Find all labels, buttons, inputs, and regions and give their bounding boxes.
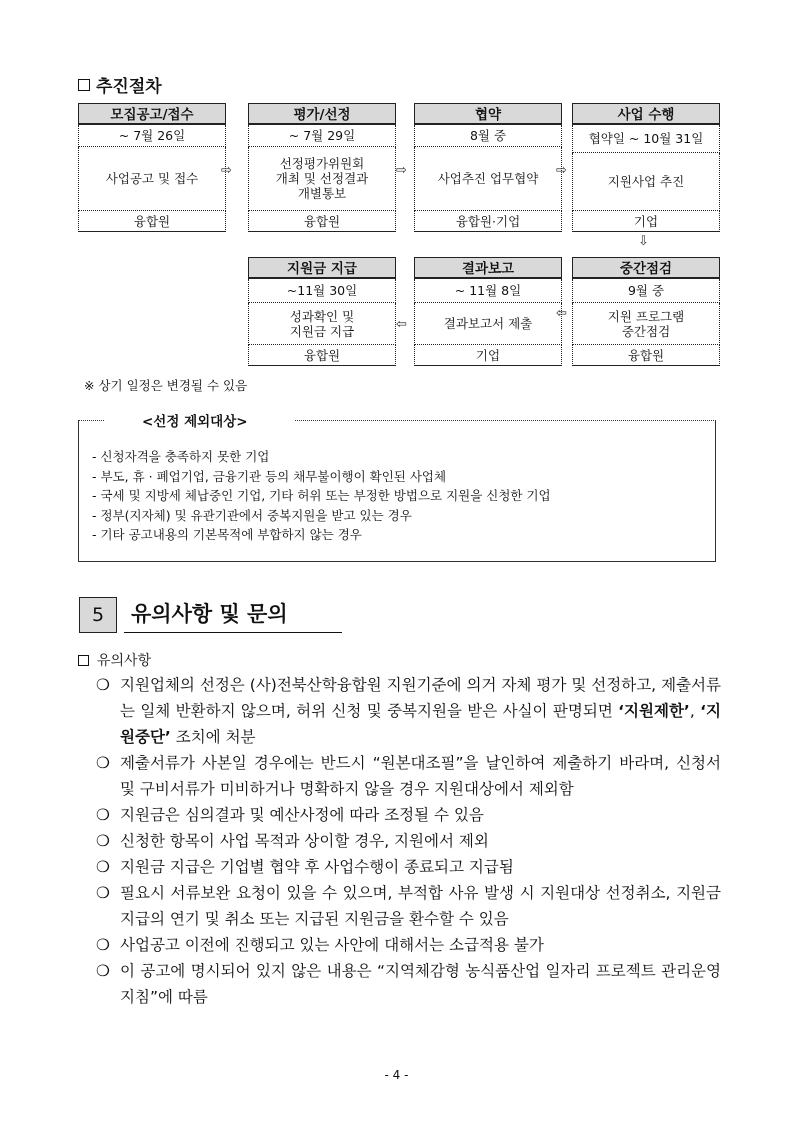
arrow-right-icon: ⇨ — [556, 163, 567, 178]
procedure-heading — [78, 72, 162, 97]
step-header: 지원금 지급 — [248, 257, 396, 279]
note-text: 사업공고 이전에 진행되고 있는 사안에 대해서는 소급적용 불가 — [120, 936, 544, 954]
notes-list — [96, 672, 721, 1010]
list-item: - 신청자격을 충족하지 못한 기업 — [92, 449, 270, 464]
step-period: ~ 11월 8일 — [414, 279, 562, 303]
circle-bullet-icon: ❍ — [96, 676, 110, 694]
note-text: , — [689, 702, 701, 720]
arrow-right-icon: ⇨ — [396, 163, 407, 178]
arrow-right-icon: ⇨ — [221, 163, 232, 178]
note-emphasis: ‘지원제한’ — [618, 702, 690, 720]
step-org: 기업 — [414, 345, 562, 366]
step-period: ~ 7월 26일 — [78, 125, 226, 147]
step-evaluation — [248, 103, 396, 232]
arrow-left-icon: ⇦ — [556, 306, 567, 321]
schedule-note: ※ 상기 일정은 변경될 수 있음 — [84, 378, 248, 393]
step-agreement — [414, 103, 562, 232]
note-text: 지원금은 심의결과 및 예산사정에 따라 조정될 수 있음 — [120, 806, 484, 824]
step-desc: 지원사업 추진 — [572, 153, 720, 211]
procedure-title: 추진절차 — [96, 77, 162, 97]
note-text: 제출서류가 사본일 경우에는 반드시 “원본대조필”을 날인하여 제출하기 바라며, 신청서 및 구비서류가 미비하거나 명확하지 않을 경우 지원대상에서 제외함 — [120, 754, 721, 798]
list-item: - 부도, 휴 · 폐업기업, 금융기관 등의 채무불이행이 확인된 사업체 — [92, 468, 447, 484]
list-item — [96, 854, 721, 880]
checkbox-square-icon — [78, 655, 89, 666]
step-period: ~ 7월 29일 — [248, 125, 396, 147]
checkbox-square-icon — [78, 79, 90, 91]
step-desc: 선정평가위원회 개최 및 선정결과 개별통보 — [248, 147, 396, 211]
section-underline — [124, 632, 342, 633]
step-header: 협약 — [414, 103, 562, 125]
circle-bullet-icon: ❍ — [96, 858, 110, 876]
circle-bullet-icon: ❍ — [96, 754, 110, 772]
note-text: 지원업체의 선정은 (사)전북산학융합원 지원기준에 의거 자체 평가 및 선정하고, 제출서류는 일체 반환하지 않으며, 허위 신청 및 중복지원을 받은 사실이 판명되면 — [120, 676, 721, 720]
list-item: - 국세 및 지방세 체납중인 기업, 기타 허위 또는 부정한 방법으로 지원을 신청한 기업 — [92, 488, 551, 503]
circle-bullet-icon: ❍ — [96, 962, 110, 980]
circle-bullet-icon: ❍ — [96, 936, 110, 954]
section-number: 5 — [79, 597, 117, 633]
list-item — [96, 802, 721, 828]
step-desc: 성과확인 및 지원금 지급 — [248, 303, 396, 345]
step-org: 융합원 — [248, 211, 396, 232]
section-title: 유의사항 및 문의 — [131, 602, 288, 626]
page-number: - 4 - — [384, 1068, 409, 1082]
step-header: 평가/선정 — [248, 103, 396, 125]
note-text: 필요시 서류보완 요청이 있을 수 있으며, 부적합 사유 발생 시 지원대상 선정취소, 지원금 지급의 연기 및 취소 또는 지급된 지원금을 환수할 수 있음 — [120, 884, 721, 928]
step-period: 8월 중 — [414, 125, 562, 147]
note-text: 지원금 지급은 기업별 협약 후 사업수행이 종료되고 지급됨 — [120, 858, 514, 876]
list-item — [96, 958, 721, 1010]
list-item — [96, 880, 721, 932]
list-item — [96, 750, 721, 802]
step-desc: 결과보고서 제출 — [414, 303, 562, 345]
step-desc: 사업공고 및 접수 — [78, 147, 226, 211]
list-item — [96, 672, 721, 750]
step-midcheck — [572, 257, 720, 366]
step-org: 융합원 — [78, 211, 226, 232]
step-execution — [572, 103, 720, 232]
exclusion-border-right — [295, 420, 716, 421]
notes-heading — [78, 650, 151, 670]
step-report — [414, 257, 562, 366]
circle-bullet-icon: ❍ — [96, 806, 110, 824]
step-header: 사업 수행 — [572, 103, 720, 125]
step-org: 융합원·기업 — [414, 211, 562, 232]
list-item: - 기타 공고내용의 기본목적에 부합하지 않는 경우 — [92, 527, 362, 542]
list-item — [96, 932, 721, 958]
exclusion-border-left — [78, 420, 104, 421]
step-header: 중간점검 — [572, 257, 720, 279]
step-org: 융합원 — [572, 345, 720, 366]
step-desc: 사업추진 업무협약 — [414, 147, 562, 211]
note-text: 신청한 항목이 사업 목적과 상이할 경우, 지원에서 제외 — [120, 832, 489, 850]
step-desc: 지원 프로그램 중간점검 — [572, 303, 720, 345]
circle-bullet-icon: ❍ — [96, 832, 110, 850]
arrow-down-icon: ⇩ — [638, 234, 649, 249]
step-org: 융합원 — [248, 345, 396, 366]
step-period: 협약일 ~ 10월 31일 — [572, 125, 720, 153]
step-payment — [248, 257, 396, 366]
exclusion-list — [92, 447, 551, 545]
notes-title: 유의사항 — [97, 653, 152, 669]
note-text: 조치에 처분 — [170, 728, 256, 746]
list-item — [96, 828, 721, 854]
note-emphasis: ‘지원중단’ — [120, 702, 721, 746]
step-header: 모집공고/접수 — [78, 103, 226, 125]
note-text: 이 공고에 명시되어 있지 않은 내용은 “지역체감형 농식품산업 일자리 프로젝트 관리운영지침”에 따름 — [120, 962, 721, 1006]
exclusion-title: <선정 제외대상> — [142, 414, 248, 430]
step-period: 9월 중 — [572, 279, 720, 303]
step-period: ~11월 30일 — [248, 279, 396, 303]
step-recruit — [78, 103, 226, 232]
arrow-left-icon: ⇦ — [396, 317, 407, 332]
list-item: - 정부(지자체) 및 유관기관에서 중복지원을 받고 있는 경우 — [92, 507, 412, 523]
step-org: 기업 — [572, 211, 720, 232]
circle-bullet-icon: ❍ — [96, 884, 110, 902]
step-header: 결과보고 — [414, 257, 562, 279]
